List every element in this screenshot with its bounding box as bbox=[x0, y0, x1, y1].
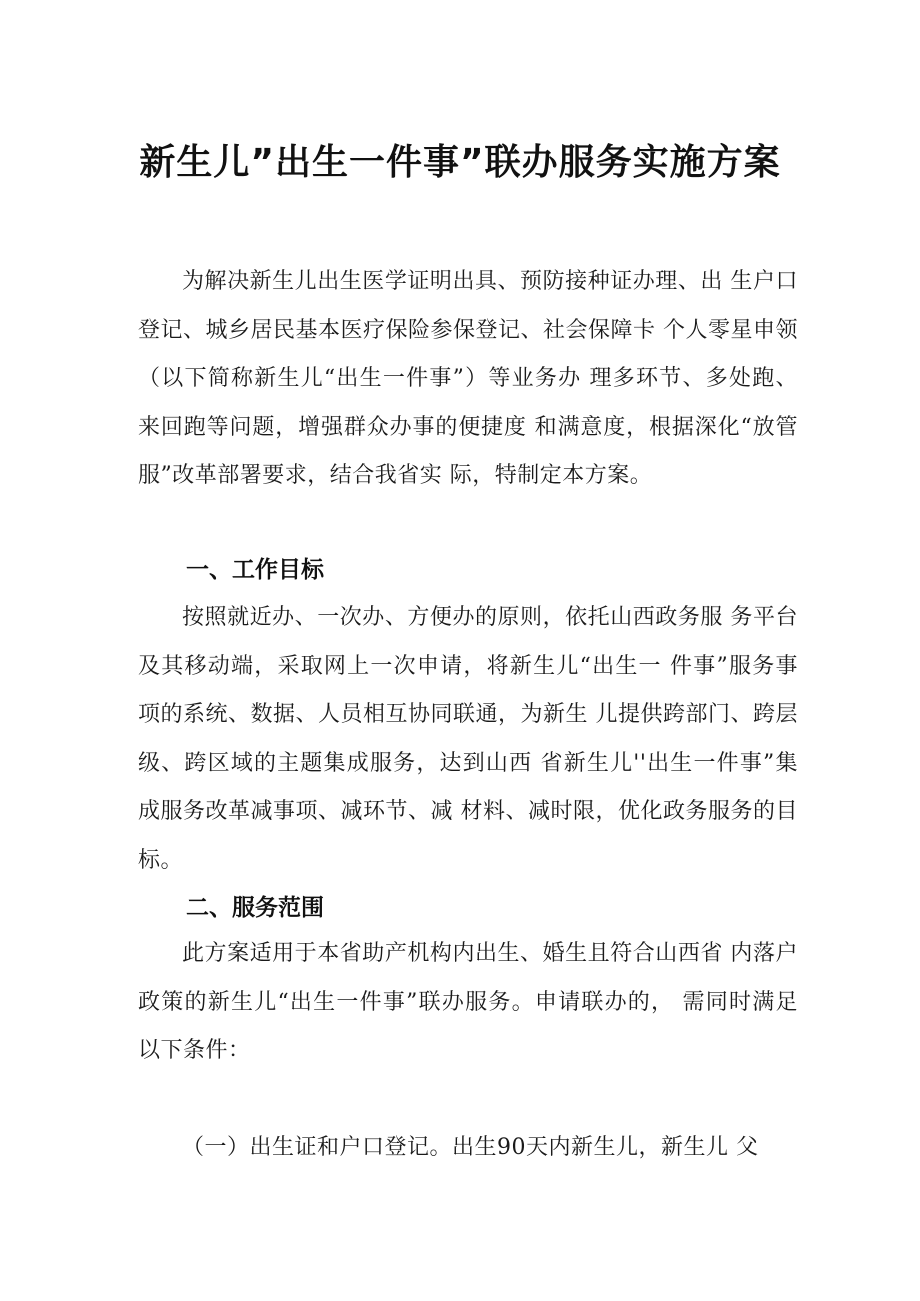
document-title: 新生儿”出生一件事”联办服务实施方案 bbox=[139, 142, 781, 184]
section-heading-scope: 二、服务范围 bbox=[186, 895, 324, 921]
section-body-goal: 按照就近办、一次办、方便办的原则，依托山西政务服 务平台及其移动端，采取网上一次申请，将新生儿“出生一 件事”服务事项的系统、数据、人员相互协同联通，为新生 儿提供跨部门、跨层级、跨区域的主题集成服务，达到山西 省新生儿''出生一件事”集成服务改革减事项、减环节、减 材料、减时限，优化政务服务的目标。 bbox=[138, 605, 798, 873]
section-heading-goal: 一、工作目标 bbox=[186, 557, 324, 583]
intro-paragraph: 为解决新生儿出生医学证明出具、预防接种证办理、出 生户口登记、城乡居民基本医疗保险参保登记、社会保障卡 个人零星申领（以下简称新生儿“出生一件事”）等业务办 理多环节、多处跑、来回跑等问题，增强群众办事的便捷度 和满意度，根据深化“放管服”改革部署要求，结合我省实 际，特制定本方案。 bbox=[138, 269, 798, 489]
section-body-scope: 此方案适用于本省助产机构内出生、婚生且符合山西省 内落户政策的新生儿“出生一件事”联办服务。申请联办的， 需同时满足以下条件： bbox=[138, 941, 798, 1064]
list-item-birth-registration: （一）出生证和户口登记。出生90天内新生儿，新生儿 父 bbox=[182, 1135, 759, 1160]
